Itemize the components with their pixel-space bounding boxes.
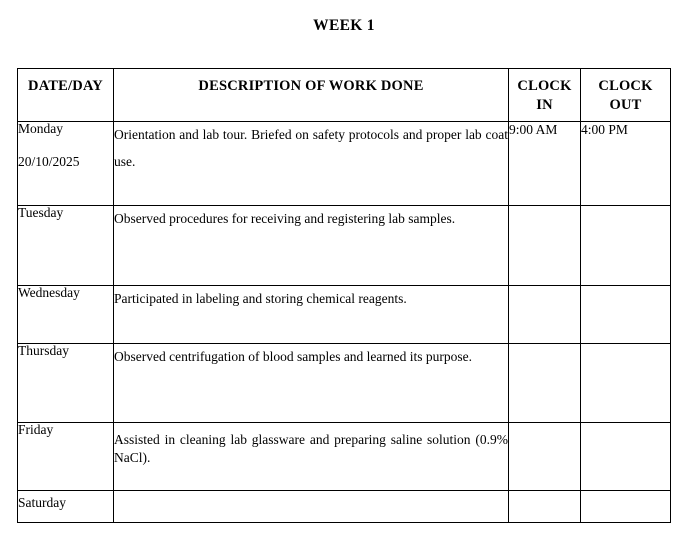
cell-clock-in (509, 206, 581, 286)
table-row (18, 344, 671, 423)
day-date: 20/10/2025 (18, 153, 80, 169)
clock-in-label-line2: IN (536, 97, 553, 114)
cell-clock-out: 4:00 PM (581, 122, 671, 206)
cell-clock-in: 9:00 AM (509, 122, 581, 206)
weekly-logbook-table (17, 68, 671, 523)
cell-description: Participated in labeling and storing chemical reagents. (114, 286, 509, 344)
cell-date-day (18, 122, 114, 206)
table-header-row (18, 69, 671, 122)
cell-date-day (18, 344, 114, 423)
day-name: Tuesday (18, 205, 64, 221)
cell-clock-in (509, 423, 581, 491)
cell-clock-out (581, 423, 671, 491)
column-header-clock-out (581, 69, 671, 122)
cell-date-day (18, 286, 114, 344)
cell-description: Observed centrifugation of blood samples and learned its purpose. (114, 344, 509, 423)
cell-description (114, 491, 509, 523)
column-header-description: DESCRIPTION OF WORK DONE (114, 69, 509, 122)
table-row (18, 206, 671, 286)
cell-description: Observed procedures for receiving and registering lab samples. (114, 206, 509, 286)
cell-date-day (18, 206, 114, 286)
cell-clock-out (581, 206, 671, 286)
clock-in-label-line1: CLOCK (517, 78, 572, 94)
cell-description: Orientation and lab tour. Briefed on safety protocols and proper lab coat use. (114, 122, 509, 206)
clock-out-label-line2: OUT (609, 97, 642, 114)
cell-date-day (18, 423, 114, 491)
table-row (18, 122, 671, 206)
column-header-clock-in (509, 69, 581, 122)
day-name: Wednesday (18, 285, 80, 301)
page-title: WEEK 1 (313, 17, 375, 34)
cell-clock-out (581, 286, 671, 344)
column-header-date-day: DATE/DAY (18, 69, 114, 122)
clock-out-label-line1: CLOCK (598, 78, 653, 94)
day-name: Saturday (18, 495, 66, 511)
cell-clock-out (581, 491, 671, 523)
cell-clock-in (509, 491, 581, 523)
cell-date-day (18, 491, 114, 523)
day-name: Monday (18, 121, 63, 137)
table-row (18, 286, 671, 344)
day-name: Thursday (18, 343, 69, 359)
cell-clock-in (509, 286, 581, 344)
cell-description: Assisted in cleaning lab glassware and preparing saline solution (0.9% NaCl). (114, 423, 509, 491)
day-name: Friday (18, 422, 54, 438)
cell-clock-in (509, 344, 581, 423)
table-row (18, 491, 671, 523)
table-row (18, 423, 671, 491)
cell-clock-out (581, 344, 671, 423)
